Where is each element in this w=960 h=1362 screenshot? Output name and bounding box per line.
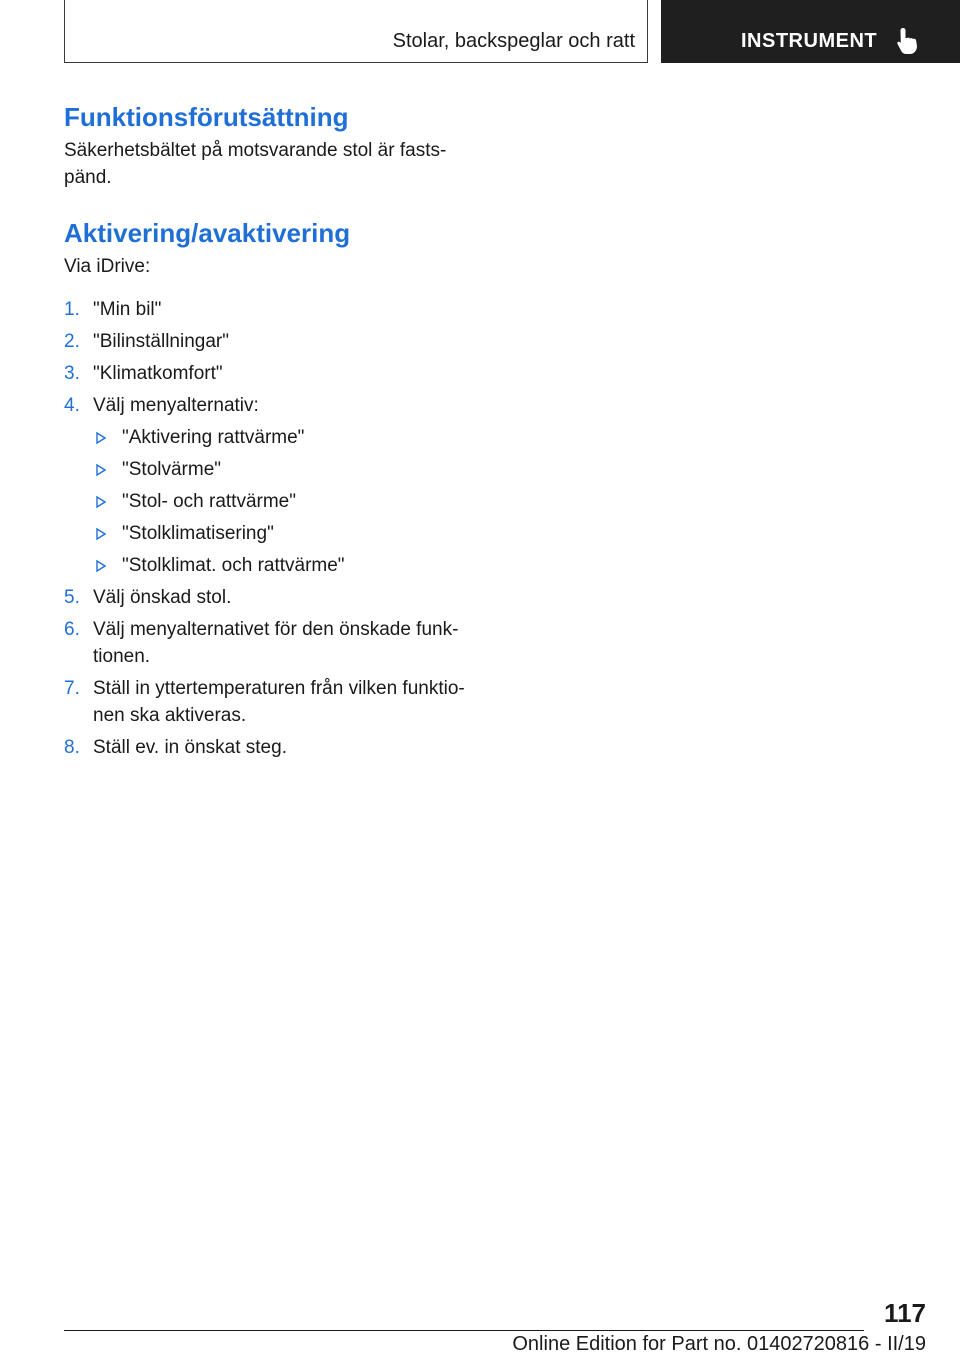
footer-divider <box>64 1330 864 1331</box>
triangle-bullet-icon <box>96 496 106 508</box>
requirement-text: Säkerhetsbältet på motsvarande stol är fasts- pänd. <box>64 140 447 188</box>
step-number: 1. <box>64 299 80 320</box>
option-text: "Stolvärme" <box>122 459 222 480</box>
intro-text: Via iDrive: <box>64 256 151 277</box>
list-item <box>64 584 474 611</box>
list-item <box>93 552 474 579</box>
step-number: 7. <box>64 678 80 699</box>
pointing-hand-icon <box>896 27 920 55</box>
manual-content <box>64 100 474 766</box>
step-text: Välj menyalternativet för den önskade funk- tionen. <box>93 619 459 667</box>
chapter-title: INSTRUMENT <box>741 30 878 52</box>
step-text: "Bilinställningar" <box>93 331 229 352</box>
step-number: 8. <box>64 737 80 758</box>
step-number: 3. <box>64 363 80 384</box>
edition-text: Online Edition for Part no. 01402720816 - II/19 <box>512 1333 926 1355</box>
section-title: Stolar, backspeglar och ratt <box>392 30 635 52</box>
step-text: Ställ ev. in önskat steg. <box>93 737 287 758</box>
triangle-bullet-icon <box>96 528 106 540</box>
triangle-bullet-icon <box>96 464 106 476</box>
step-number: 6. <box>64 619 80 640</box>
list-item <box>93 520 474 547</box>
list-item <box>64 734 474 761</box>
list-item <box>64 616 474 670</box>
section-header-box <box>64 0 648 63</box>
list-item <box>64 675 474 729</box>
step-text: "Min bil" <box>93 299 162 320</box>
step-text: Välj önskad stol. <box>93 587 232 608</box>
step-number: 4. <box>64 395 80 416</box>
heading-activation: Aktivering/avaktivering <box>64 218 351 248</box>
list-item <box>93 488 474 515</box>
chapter-tab[interactable] <box>661 0 960 63</box>
heading-requirement: Funktionsförutsättning <box>64 102 349 132</box>
menu-options-list <box>93 424 474 579</box>
step-text: Välj menyalternativ: <box>93 395 259 416</box>
list-item <box>93 424 474 451</box>
triangle-bullet-icon <box>96 432 106 444</box>
list-item <box>64 360 474 387</box>
option-text: "Stolklimatisering" <box>122 523 274 544</box>
option-text: "Stolklimat. och rattvärme" <box>122 555 345 576</box>
step-number: 2. <box>64 331 80 352</box>
list-item <box>64 296 474 323</box>
steps-list <box>64 296 474 761</box>
list-item <box>93 456 474 483</box>
list-item <box>64 392 474 579</box>
triangle-bullet-icon <box>96 560 106 572</box>
step-text: Ställ in yttertemperaturen från vilken funktio- nen ska aktiveras. <box>93 678 465 726</box>
option-text: "Aktivering rattvärme" <box>122 427 305 448</box>
page-number: 117 <box>884 1298 926 1328</box>
list-item <box>64 328 474 355</box>
option-text: "Stol- och rattvärme" <box>122 491 296 512</box>
step-number: 5. <box>64 587 80 608</box>
step-text: "Klimatkomfort" <box>93 363 223 384</box>
